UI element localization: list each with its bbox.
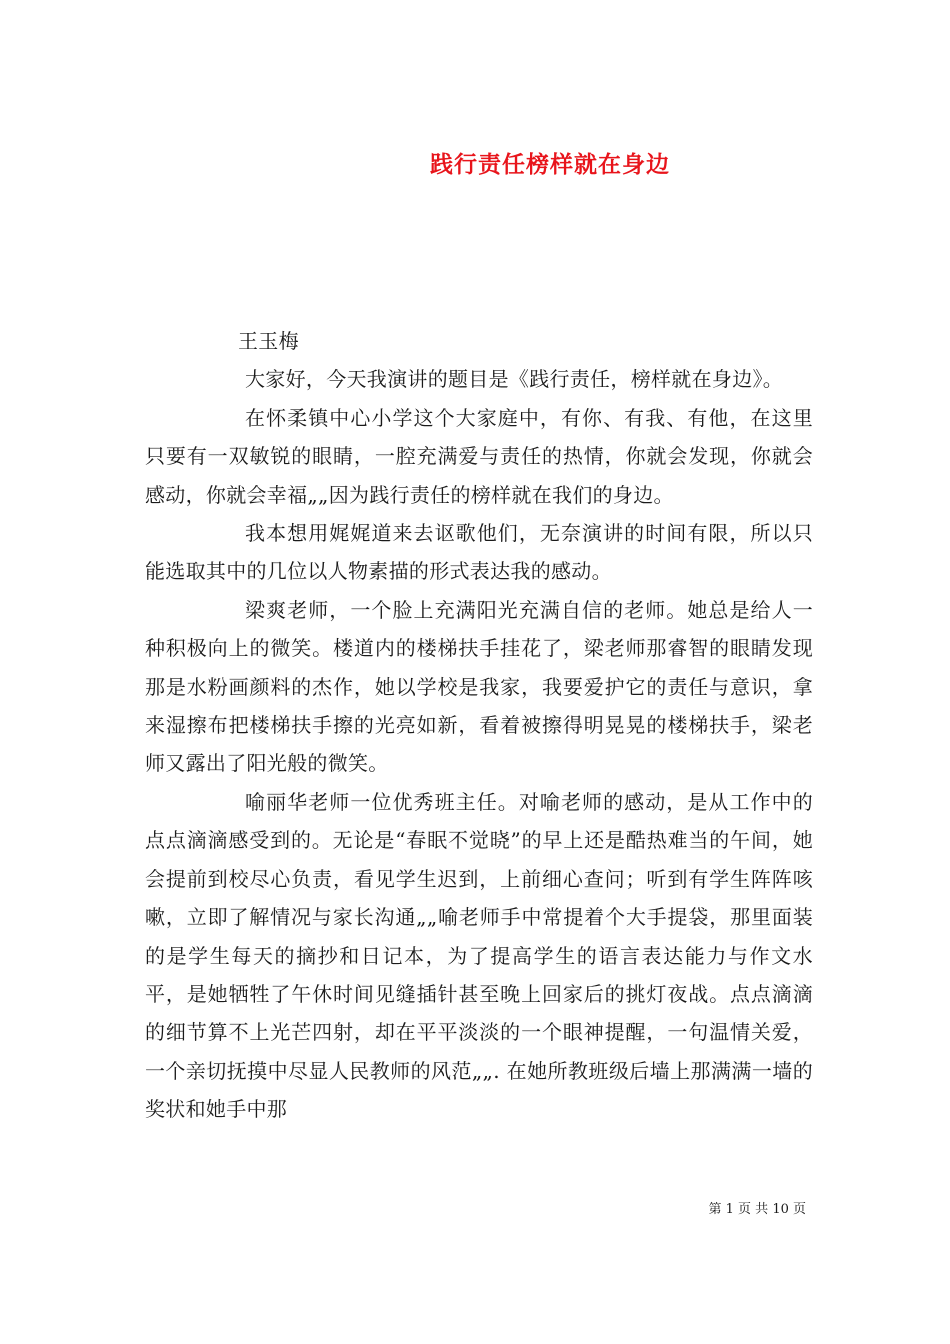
page-number-footer: 第 1 页 共 10 页 xyxy=(708,1202,806,1217)
document-body xyxy=(145,322,813,1129)
paragraph-greeting: 大家好，今天我演讲的题目是《践行责任，榜样就在身边》。 xyxy=(245,367,784,392)
paragraph-teacher-yu: 喻丽华老师一位优秀班主任。对喻老师的感动，是从工作中的点点滴滴感受到的。无论是“春眠不觉晓”的早上还是酷热难当的午间，她会提前到校尽心负责，看见学生迟到，上前细心查问；听到有学生阵阵咳嗽，立即了解情况与家长沟通„„喻老师手中常提着个大手提袋，那里面装的是学生每天的摘抄和日记本，为了提高学生的语言表达能力与作文水平，是她牺牲了午休时间见缝插针甚至晚上回家后的挑灯夜战。点点滴滴的细节算不上光芒四射，却在平平淡淡的一个眼神提醒，一句温情关爱，一个亲切抚摸中尽显人民教师的风范„„. 在她所教班级后墙上那满满一墙的奖状和她手中那 xyxy=(145,789,813,1122)
paragraph-school-family: 在怀柔镇中心小学这个大家庭中，有你、有我、有他，在这里只要有一双敏锐的眼睛，一腔充满爱与责任的热情，你就会发现，你就会感动，你就会幸福„„因为践行责任的榜样就在我们的身边。 xyxy=(145,405,813,507)
paragraph-time-limited: 我本想用娓娓道来去讴歌他们，无奈演讲的时间有限，所以只能选取其中的几位以人物素描的形式表达我的感动。 xyxy=(145,521,813,584)
author-name: 王玉梅 xyxy=(238,329,299,353)
document-title: 践行责任榜样就在身边 xyxy=(430,152,670,179)
paragraph-teacher-liang: 梁爽老师，一个脸上充满阳光充满自信的老师。她总是给人一种积极向上的微笑。楼道内的楼梯扶手挂花了，梁老师那睿智的眼睛发现那是水粉画颜料的杰作，她以学校是我家，我要爱护它的责任与意识，拿来湿擦布把楼梯扶手擦的光亮如新，看着被擦得明晃晃的楼梯扶手，梁老师又露出了阳光般的微笑。 xyxy=(145,597,813,776)
